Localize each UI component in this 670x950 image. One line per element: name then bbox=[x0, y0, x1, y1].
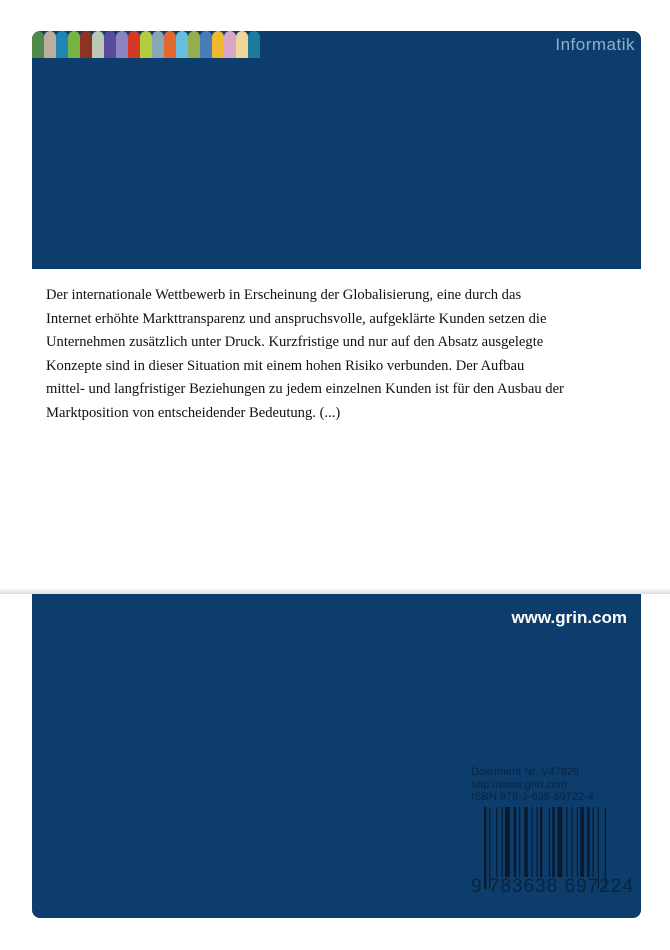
color-stripe bbox=[188, 31, 200, 58]
barcode-bar bbox=[580, 807, 584, 877]
barcode-number: 9 783638 697224 bbox=[471, 876, 634, 897]
color-stripe bbox=[80, 31, 92, 58]
barcode-bar bbox=[531, 807, 532, 877]
color-stripe bbox=[224, 31, 236, 58]
color-stripe bbox=[200, 31, 212, 58]
document-url: http://www.grin.com bbox=[471, 778, 567, 791]
isbn: ISBN 978-3-638-69722-4 bbox=[471, 791, 594, 803]
color-stripe bbox=[236, 31, 248, 58]
cover-bottom-panel bbox=[32, 594, 641, 918]
color-stripe bbox=[128, 31, 140, 58]
color-stripe bbox=[176, 31, 188, 58]
color-stripe bbox=[92, 31, 104, 58]
barcode-bar bbox=[577, 807, 578, 877]
publisher-website: www.grin.com bbox=[511, 608, 627, 627]
barcode-bar bbox=[524, 807, 528, 877]
color-stripe bbox=[32, 31, 44, 58]
color-stripes-decoration bbox=[32, 31, 260, 58]
barcode-bar bbox=[514, 807, 516, 877]
barcode-bar bbox=[496, 807, 497, 877]
document-info bbox=[471, 766, 594, 804]
barcode-bar bbox=[537, 807, 538, 877]
barcode-bar bbox=[558, 807, 563, 877]
barcode-bar bbox=[505, 807, 510, 877]
barcode-bar bbox=[519, 807, 520, 877]
color-stripe bbox=[44, 31, 56, 58]
color-stripe bbox=[104, 31, 116, 58]
document-number: Dokument Nr. V47829 bbox=[471, 766, 580, 778]
barcode-bar bbox=[566, 807, 567, 877]
color-stripe bbox=[152, 31, 164, 58]
barcode-bar bbox=[587, 807, 589, 877]
barcode-bar bbox=[593, 807, 594, 877]
barcode-bar bbox=[540, 807, 542, 877]
barcode-bar bbox=[502, 807, 503, 877]
category-label: Informatik bbox=[555, 35, 635, 54]
color-stripe bbox=[248, 31, 260, 58]
cover-top-panel bbox=[32, 31, 641, 269]
color-stripe bbox=[140, 31, 152, 58]
color-stripe bbox=[56, 31, 68, 58]
blurb-text: Der internationale Wettbewerb in Erscheinung der Globalisierung, eine durch das Internet erhöhte Markttransparenz und anspruchsvolle, aufgeklärte Kunden setzen die Unternehmen zusätzlich unter Druck. Kurzfristige und nur auf den Absatz ausgelegte Konzepte sind in dieser Situation mit einem hohen Risiko verbunden. Der Aufbau mittel- und langfristiger Beziehungen zu jedem einzelnen Kunden ist für den Ausbau der Marktposition von entscheidender Bedeutung. (...) bbox=[46, 287, 564, 421]
color-stripe bbox=[164, 31, 176, 58]
barcode-bar bbox=[552, 807, 554, 877]
color-stripe bbox=[68, 31, 80, 58]
barcode-bar bbox=[572, 807, 573, 877]
color-stripe bbox=[116, 31, 128, 58]
color-stripe bbox=[212, 31, 224, 58]
barcode-bar bbox=[549, 807, 550, 877]
